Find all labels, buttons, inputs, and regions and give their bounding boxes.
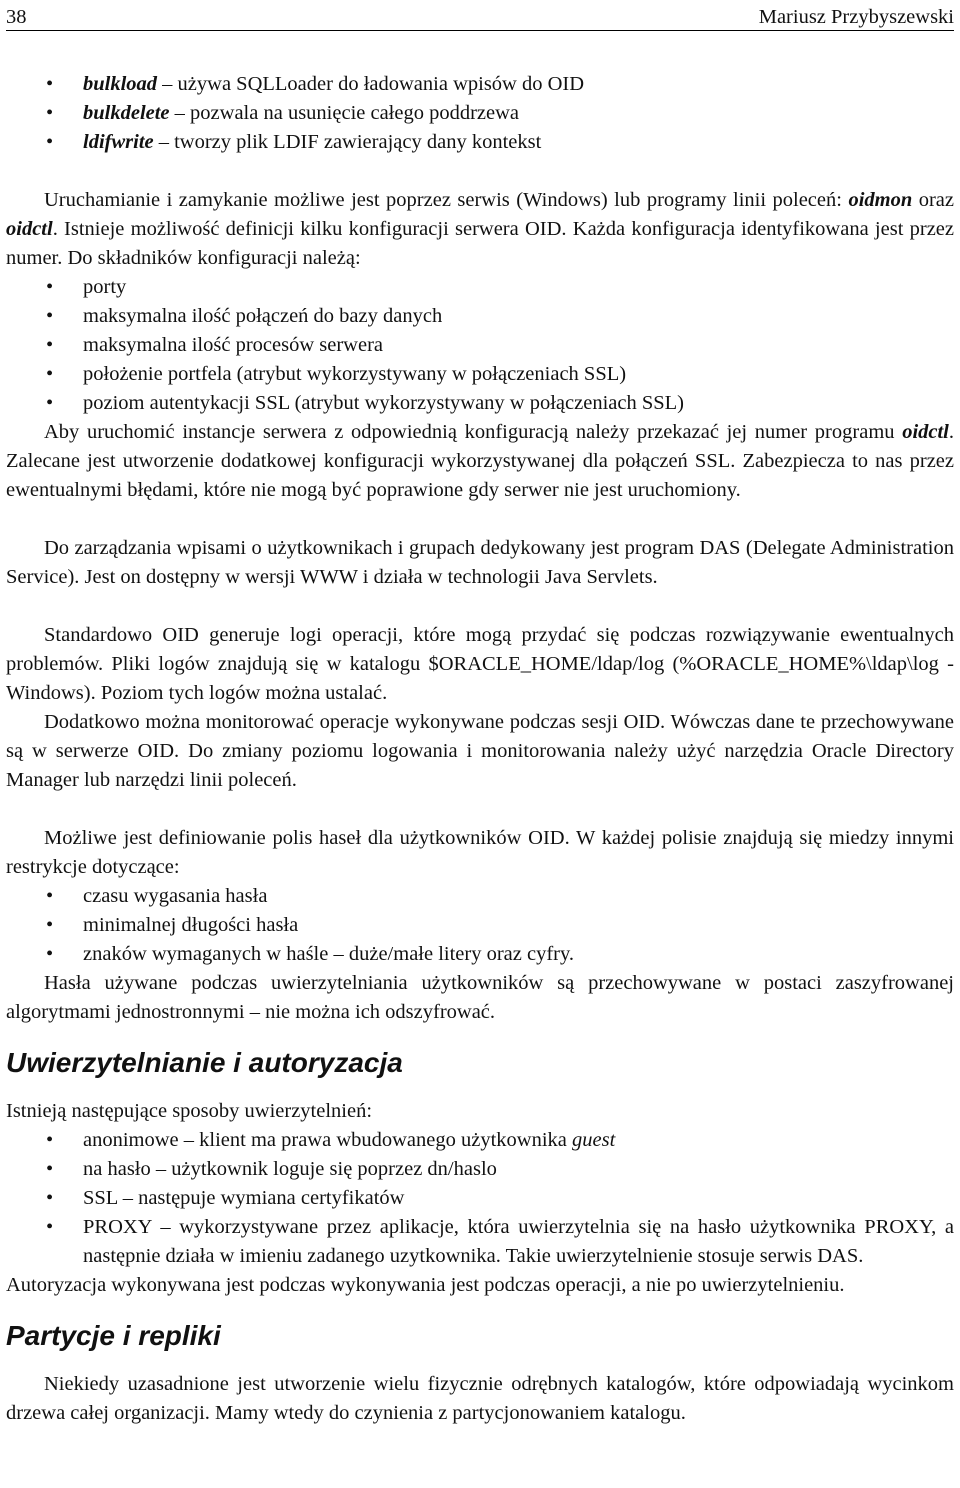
paragraph-auth-methods: Istnieją następujące sposoby uwierzytelnień: — [6, 1100, 373, 1122]
paragraph-partitions: Niekiedy uzasadnione jest utworzenie wielu fizycznie odrębnych katalogów, które odpowiadają wycinkom drzewa całej organizacji. Mamy wtedy do czynienia z partycjonowaniem katalogu. — [6, 1373, 954, 1424]
spacer — [6, 592, 954, 621]
bullet-icon: • — [46, 1158, 54, 1180]
section-heading-wrap — [6, 1318, 954, 1354]
paragraph-monitoring: Dodatkowo można monitorować operacje wykonywane podczas sesji OID. Wówczas dane te przechowywane są w serwerze OID. Do zmiany poziomu logowania i monitorowania należy użyć narzędzia Oracle Directory Manager lub narzędzi linii poleceń. — [6, 711, 954, 791]
password-restrictions-list — [6, 882, 954, 969]
list-item: • bulkload – używa SQLLoader do ładowania wpisów do OID — [6, 70, 954, 99]
list-item: • ldifwrite – tworzy plik LDIF zawierający dany kontekst — [6, 128, 954, 157]
list-item: • porty — [6, 273, 954, 302]
list-item: • PROXY – wykorzystywane przez aplikacje, która uwierzytelnia się na hasło użytkownika PROXY, a następnie działa w imieniu zadanego uzytkownika. Takie uwierzytelnienie stosuje serwis DAS. — [6, 1213, 954, 1271]
spacer — [6, 157, 954, 186]
section-heading-authentication: Uwierzytelnianie i autoryzacja — [6, 1047, 403, 1078]
list-item: • znaków wymaganych w haśle – duże/małe litery oraz cyfry. — [6, 940, 954, 969]
list-item: • SSL – następuje wymiana certyfikatów — [6, 1184, 954, 1213]
spacer — [6, 795, 954, 824]
paragraph-password-policy: Możliwe jest definiowanie polis haseł dla użytkowników OID. W każdej polisie znajdują się miedzy innymi restrykcje dotyczące: — [6, 827, 954, 878]
bullet-icon: • — [46, 1129, 54, 1151]
paragraph-config: Uruchamianie i zamykanie możliwe jest poprzez serwis (Windows) lub programy linii poleceń: oidmon oraz oidctl. Istnieje możliwość definicji kilku konfiguracji serwera OID. Każda konfiguracja identyfikowana jest przez numer. Do składników konfiguracji należą: — [6, 189, 954, 269]
page-number: 38 — [6, 6, 27, 28]
bullet-icon: • — [46, 1216, 54, 1238]
paragraph-logs: Standardowo OID generuje logi operacji, które mogą przydać się podczas rozwiązywanie ewentualnych problemów. Pliki logów znajdują się w katalogu $ORACLE_HOME/ldap/log (%ORACLE_HOME%\ldap\log - Windows). Poziom tych logów można ustalać. — [6, 624, 954, 704]
bullet-icon: • — [46, 914, 54, 936]
bullet-icon: • — [46, 885, 54, 907]
section-heading-wrap — [6, 1045, 954, 1081]
list-item: • maksymalna ilość połączeń do bazy danych — [6, 302, 954, 331]
list-item: • bulkdelete – pozwala na usunięcie całego poddrzewa — [6, 99, 954, 128]
paragraph-hashing: Hasła używane podczas uwierzytelniania użytkowników są przechowywane w postaci zaszyfrowanej algorytmami jednostronnymi – nie można ich odszyfrować. — [6, 972, 954, 1023]
page-header — [6, 0, 954, 31]
paragraph-instances: Aby uruchomić instancje serwera z odpowiednią konfiguracją należy przekazać jej numer programu oidctl. Zalecane jest utworzenie dodatkowej konfiguracji wykorzystywanej dla połączeń SSL. Zabezpiecza to nas przez ewentualnymi błędami, które nie mogą być poprawione gdy serwer nie jest uruchomiony. — [6, 421, 954, 501]
list-item: • na hasło – użytkownik loguje się poprzez dn/haslo — [6, 1155, 954, 1184]
list-item: • minimalnej długości hasła — [6, 911, 954, 940]
list-item: • anonimowe – klient ma prawa wbudowanego użytkownika guest — [6, 1126, 954, 1155]
config-components-list — [6, 273, 954, 418]
bullet-icon: • — [46, 943, 54, 965]
list-item: • czasu wygasania hasła — [6, 882, 954, 911]
list-item: • położenie portfela (atrybut wykorzystywany w połączeniach SSL) — [6, 360, 954, 389]
bullet-icon: • — [46, 276, 54, 298]
section-heading-partitions: Partycje i repliki — [6, 1320, 221, 1351]
running-author: Mariusz Przybyszewski — [758, 6, 954, 28]
paragraph-authorization: Autoryzacja wykonywana jest podczas wykonywania jest podczas operacji, a nie po uwierzytelnieniu. — [6, 1274, 845, 1296]
list-item: • maksymalna ilość procesów serwera — [6, 331, 954, 360]
bullet-icon: • — [46, 392, 54, 414]
list-item: • poziom autentykacji SSL (atrybut wykorzystywany w połączeniach SSL) — [6, 389, 954, 418]
auth-methods-list — [6, 1126, 954, 1271]
bullet-icon: • — [46, 305, 54, 327]
bullet-icon: • — [46, 334, 54, 356]
bullet-icon: • — [46, 73, 54, 95]
bullet-icon: • — [46, 102, 54, 124]
tools-list — [6, 70, 954, 157]
page-content — [6, 70, 954, 1428]
paragraph-das: Do zarządzania wpisami o użytkownikach i grupach dedykowany jest program DAS (Delegate Administration Service). Jest on dostępny w wersji WWW i działa w technologii Java Servlets. — [6, 537, 954, 588]
bullet-icon: • — [46, 363, 54, 385]
spacer — [6, 505, 954, 534]
bullet-icon: • — [46, 131, 54, 153]
bullet-icon: • — [46, 1187, 54, 1209]
